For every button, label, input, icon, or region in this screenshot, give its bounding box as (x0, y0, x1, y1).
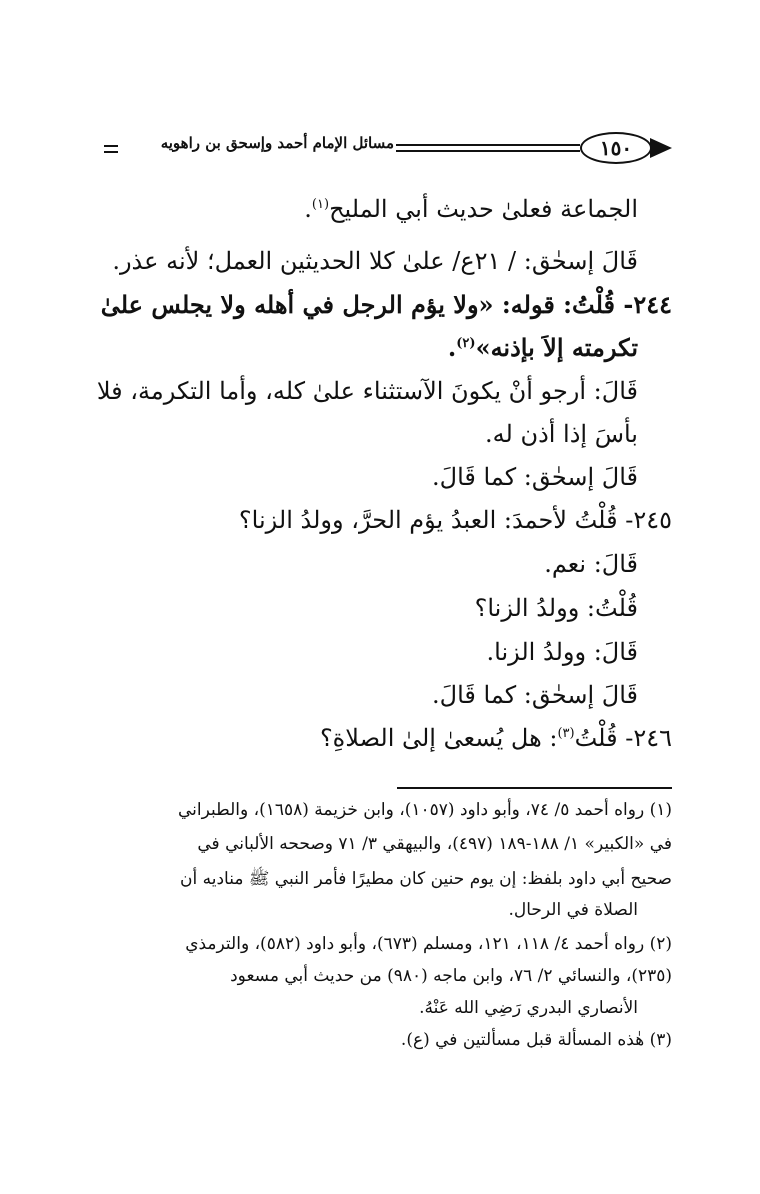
text-line: قُلْتُ: وولدُ الزنا؟ (474, 594, 638, 622)
header-arrow-ornament (650, 138, 672, 158)
header-title: مسائل الإمام أحمد وإسحق بن راهويه (160, 134, 394, 152)
footnote-mark: (٣) (557, 726, 575, 741)
header-rule (104, 151, 118, 153)
footnote-line: (٣) هٰذه المسألة قبل مسألتين في (ع). (400, 1030, 672, 1050)
text-line: قَالَ إسحٰق: كما قَالَ. (432, 463, 638, 491)
text-line: قَالَ: نعم. (544, 550, 638, 578)
text-line: تكرمته إلاَ بإذنه»$^{(٢)}$. (447, 333, 638, 362)
footnote-line: الأنصاري البدري رَضِي الله عَنْهُ. (419, 998, 638, 1018)
header-rule (396, 150, 580, 152)
footnote-line: صحيح أبي داود بلفظ: إن يوم حنين كان مطيرًا فأمر النبي ﷺ مناديه أن (180, 869, 672, 889)
footnote-line: في «الكبير» ١/ ١٨٨-١٨٩ (٤٩٧)، والبيهقي ٣/ ٧١ وصححه الألباني في (197, 834, 672, 854)
text-line: قَالَ: وولدُ الزنا. (486, 638, 638, 666)
footnote-mark: (١) (311, 197, 330, 212)
header-rule (104, 145, 118, 147)
footnote-separator (397, 787, 672, 789)
footnote-mark: (٢) (456, 336, 476, 351)
footnote-line: الصلاة في الرحال. (508, 900, 638, 920)
footnote-line: (٢٣٥)، والنسائي ٢/ ٧٦، وابن ماجه (٩٨٠) من حديث أبي مسعود (230, 966, 672, 986)
footnote-line: (٢) رواه أحمد ٤/ ١١٨، ١٢١، ومسلم (٦٧٣)، وأبو داود (٥٨٢)، والترمذي (185, 934, 672, 954)
text-line: قَالَ إسحٰق: كما قَالَ. (432, 681, 638, 709)
text-line: الجماعة فعلىٰ حديث أبي المليح$^{(١)}$. (304, 195, 638, 223)
footnote-line: (١) رواه أحمد ٥/ ٧٤، وأبو داود (١٠٥٧)، وابن خزيمة (١٦٥٨)، والطبراني (178, 800, 672, 820)
text-line: قَالَ إسحٰق: / ٢١ع/ علىٰ كلا الحديثين العمل؛ لأنه عذر. (112, 247, 638, 275)
question-heading: ٢٤٥- قُلْتُ لأحمدَ: العبدُ يؤم الحرَّ، وولدُ الزنا؟ (238, 506, 672, 534)
question-heading: ٢٤٤- قُلْتُ: قوله: «ولا يؤم الرجل في أهله ولا يجلس علىٰ (100, 290, 672, 319)
page-number: ١٥٠ (580, 132, 652, 164)
text-line: بأسَ إذا أذن له. (485, 420, 638, 448)
question-heading: ٢٤٦- قُلْتُ$^{(٣)}$: هل يُسعىٰ إلىٰ الصلاةِ؟ (319, 724, 672, 752)
text-line: قَالَ: أرجو أنْ يكونَ الآستثناء علىٰ كله، وأما التكرمة، فلا (96, 377, 638, 405)
header-rule (396, 144, 580, 146)
running-header (104, 132, 672, 172)
